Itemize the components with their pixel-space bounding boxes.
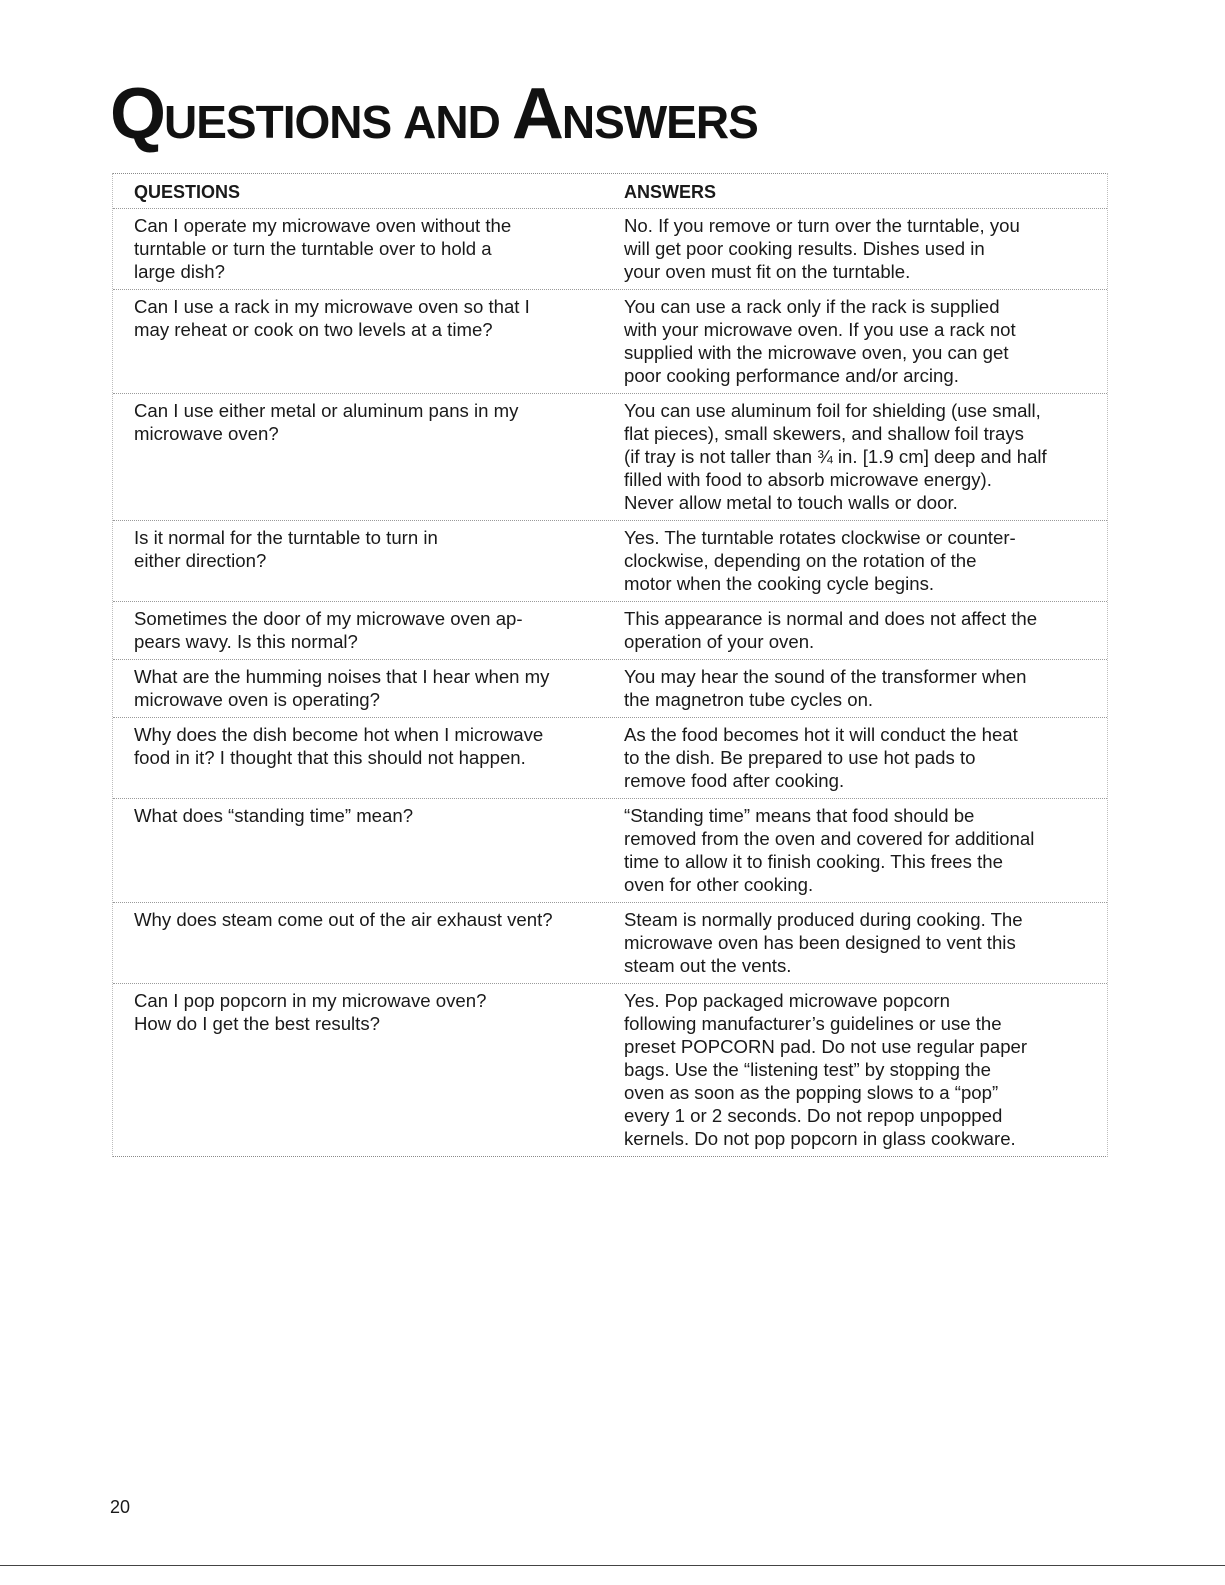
answer-cell: You can use aluminum foil for shielding (use small, flat pieces), small skewers, and shallow foil trays (if tray is not taller than ¾ in. [1.9 cm] deep and half filled with food to absorb microwave energy). Never allow metal to touch walls or door.: [624, 400, 1047, 513]
answer-cell: You may hear the sound of the transformer when the magnetron tube cycles on.: [624, 666, 1027, 710]
question-cell: Can I operate my microwave oven without the turntable or turn the turntable over to hold a large dish?: [134, 215, 512, 282]
table-row: [113, 718, 1107, 799]
answer-cell: Yes. Pop packaged microwave popcorn following manufacturer’s guidelines or use the preset POPCORN pad. Do not use regular paper bags. Use the “listening test” by stopping the oven as soon as the popping slows to a “pop” every 1 or 2 seconds. Do not repop unpopped kernels. Do not pop popcorn in glass cookware.: [624, 990, 1028, 1149]
question-cell: What does “standing time” mean?: [134, 805, 414, 826]
answer-cell: As the food becomes hot it will conduct the heat to the dish. Be prepared to use hot pads to remove food after cooking.: [624, 724, 1018, 791]
page-number: 20: [110, 1497, 131, 1517]
question-cell: What are the humming noises that I hear when my microwave oven is operating?: [134, 666, 550, 710]
table-row: [113, 903, 1107, 984]
question-cell: Can I use a rack in my microwave oven so that I may reheat or cook on two levels at a time?: [134, 296, 530, 340]
answers-column-header: ANSWERS: [624, 182, 717, 202]
table-row: [113, 209, 1107, 290]
table-row: [113, 521, 1107, 602]
title-word-questions: QUESTIONS: [110, 74, 392, 154]
table-row: [113, 984, 1107, 1156]
question-cell: Is it normal for the turntable to turn in either direction?: [134, 527, 438, 571]
table-row: [113, 394, 1107, 521]
answer-cell: Steam is normally produced during cooking. The microwave oven has been designed to vent this steam out the vents.: [624, 909, 1023, 976]
title-word-and: AND: [403, 96, 500, 148]
bottom-divider: [0, 1565, 1225, 1566]
question-cell: Why does the dish become hot when I microwave food in it? I thought that this should not happen.: [134, 724, 544, 768]
table-row: [113, 799, 1107, 903]
question-cell: Why does steam come out of the air exhaust vent?: [134, 909, 553, 930]
page-title: [110, 74, 770, 154]
questions-column-header: QUESTIONS: [134, 182, 241, 202]
question-cell: Sometimes the door of my microwave oven ap- pears wavy. Is this normal?: [134, 608, 523, 652]
table-header: [113, 174, 1107, 209]
question-cell: Can I pop popcorn in my microwave oven? How do I get the best results?: [134, 990, 487, 1034]
answer-cell: “Standing time” means that food should be removed from the oven and covered for additional time to allow it to finish cooking. This frees the oven for other cooking.: [624, 805, 1035, 895]
answer-cell: Yes. The turntable rotates clockwise or counter- clockwise, depending on the rotation of the motor when the cooking cycle begins.: [624, 527, 1016, 594]
table-row: [113, 660, 1107, 718]
answer-cell: No. If you remove or turn over the turntable, you will get poor cooking results. Dishes used in your oven must fit on the turntable.: [624, 215, 1020, 282]
qa-table: [112, 173, 1108, 1157]
answer-cell: This appearance is normal and does not affect the operation of your oven.: [624, 608, 1038, 652]
table-row: [113, 290, 1107, 394]
answer-cell: You can use a rack only if the rack is supplied with your microwave oven. If you use a rack not supplied with the microwave oven, you can get poor cooking performance and/or arcing.: [624, 296, 1016, 386]
question-cell: Can I use either metal or aluminum pans in my microwave oven?: [134, 400, 519, 444]
title-word-answers: ANSWERS: [511, 74, 758, 154]
table-row: [113, 602, 1107, 660]
